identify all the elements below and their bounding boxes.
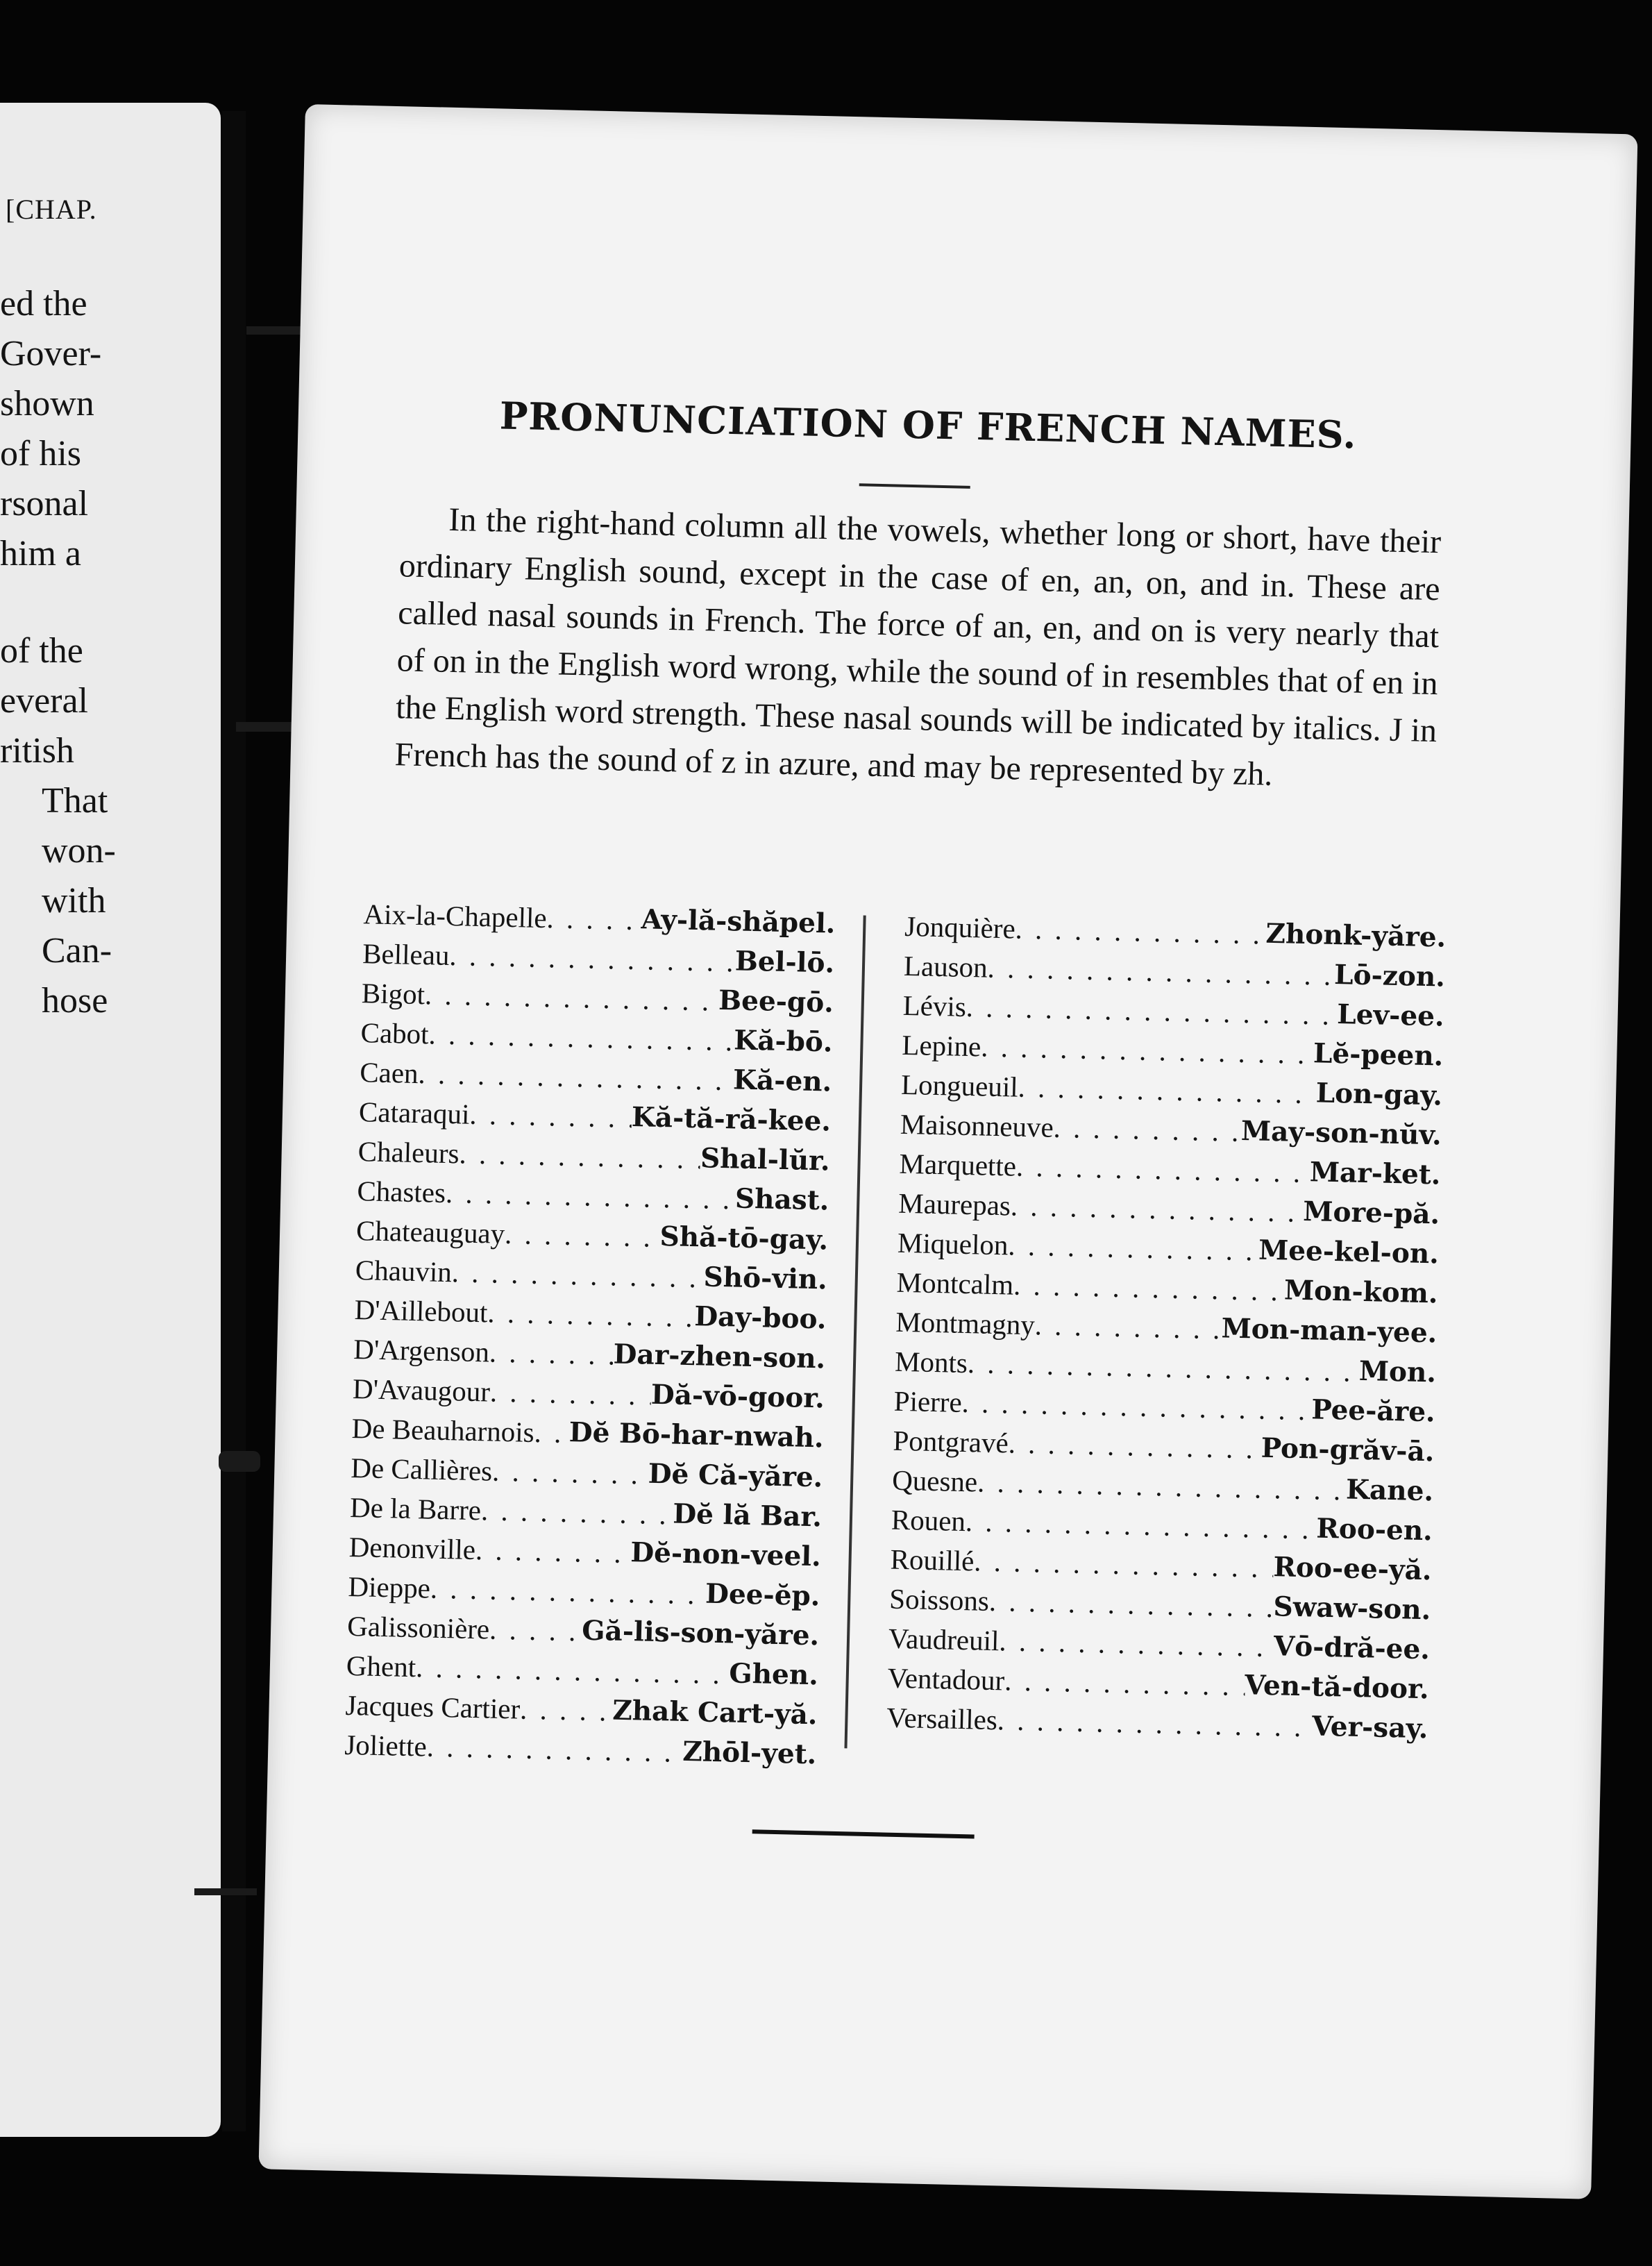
binding-stitch xyxy=(194,1888,257,1895)
binding-stitch xyxy=(219,1451,260,1472)
pronunciation: Vō-dră-ee. xyxy=(1273,1630,1431,1666)
leader-dots xyxy=(480,1493,673,1537)
leader-dots xyxy=(1013,1268,1284,1314)
leader-dots xyxy=(1034,1308,1222,1352)
page-fragment: That xyxy=(42,781,108,821)
pronunciation: Kă-tă-ră-kee. xyxy=(631,1101,832,1138)
pronunciation: Day-boo. xyxy=(693,1300,827,1336)
leader-dots xyxy=(489,1613,582,1654)
leader-dots xyxy=(418,1057,734,1103)
pronunciation: Lev-ee. xyxy=(1336,998,1445,1033)
names-column-left xyxy=(344,897,836,1778)
french-name: Chaleurs xyxy=(357,1135,460,1170)
pronunciation: Shal-lŭr. xyxy=(700,1142,831,1177)
leader-dots xyxy=(1015,912,1266,957)
end-rule xyxy=(752,1829,975,1838)
pronunciation: Dĕ-non-veel. xyxy=(630,1536,822,1573)
french-name: D'Argenson xyxy=(353,1333,490,1368)
pronunciation: More-pă. xyxy=(1302,1195,1440,1231)
french-name: Ghent xyxy=(346,1649,416,1684)
pronunciation: Pon-grăv-ā. xyxy=(1261,1432,1435,1468)
page-fragment: ed the xyxy=(0,284,87,324)
leader-dots xyxy=(449,939,736,984)
french-name: Soissons xyxy=(888,1582,990,1617)
leader-dots xyxy=(1004,1663,1245,1709)
leader-dots xyxy=(451,1255,704,1300)
french-name: Quesne xyxy=(891,1463,978,1498)
pronunciation: Ven-tă-door. xyxy=(1244,1669,1430,1706)
title-rule xyxy=(859,483,970,489)
leader-dots xyxy=(424,977,718,1024)
pronunciation: Bee-gō. xyxy=(718,984,834,1019)
leader-dots xyxy=(999,1624,1274,1670)
intro-text: In the right-hand column all the vowels, whether long or short, have their ordinary English sound, except in the case of en, an, on, and in. These are called nasal sounds in French. The force of an, en, and on is very nearly that of on in the English word wrong, while the sound of in resembles that of en in the English word strength. These nasal sounds will be indicated by italics. J in French has the sound of z in azure, and may be represented by zh. xyxy=(394,501,1442,793)
pronunciation: Dee-ĕp. xyxy=(705,1577,820,1613)
french-name: Vaudreuil xyxy=(888,1622,1000,1657)
pronunciation: Mon-kom. xyxy=(1283,1274,1439,1310)
leader-dots xyxy=(974,1544,1274,1591)
french-name: Ventadour xyxy=(887,1661,1005,1697)
pronunciation: Kane. xyxy=(1345,1473,1434,1508)
pronunciation: Gă-lis-son-yăre. xyxy=(581,1614,820,1652)
french-name: De Callières xyxy=(350,1451,493,1487)
french-name: Caen xyxy=(359,1056,419,1090)
pronunciation: Pee-ăre. xyxy=(1310,1393,1436,1429)
french-name: Marquette xyxy=(899,1147,1017,1182)
leader-dots xyxy=(1008,1426,1261,1471)
pronunciation: May-son-nŭv. xyxy=(1240,1114,1442,1152)
french-name: Chauvin xyxy=(355,1254,453,1289)
leader-dots xyxy=(1008,1228,1259,1273)
pronunciation: Ghen. xyxy=(728,1657,819,1692)
french-name: Chastes xyxy=(356,1175,446,1209)
french-name: Belleau xyxy=(362,937,450,972)
pronunciation: Zhak Cart-yă. xyxy=(612,1694,818,1731)
pronunciation: Dar-zhen-son. xyxy=(613,1338,826,1375)
pronunciation: Dĕ Că-yăre. xyxy=(648,1457,823,1494)
pronunciation: Kă-en. xyxy=(732,1064,832,1098)
pronunciation: Shă-tō-gay. xyxy=(659,1220,829,1257)
pronunciation: Kă-bō. xyxy=(733,1024,834,1059)
french-name: Monts xyxy=(894,1345,968,1379)
pronunciation: Lon-gay. xyxy=(1315,1077,1443,1112)
french-name: Lauson xyxy=(903,949,988,984)
main-page xyxy=(259,104,1638,2199)
page-fragment: with xyxy=(42,881,106,921)
french-name: De la Barre xyxy=(349,1491,482,1527)
pronunciation: Swaw-son. xyxy=(1273,1591,1431,1627)
french-name: Montmagny xyxy=(895,1305,1036,1341)
french-name: Jacques Cartier xyxy=(345,1688,521,1725)
french-name: Longueuil xyxy=(900,1068,1019,1103)
page-fragment: hose xyxy=(42,981,108,1021)
page-fragment: ritish xyxy=(0,731,74,771)
french-name: Galissonière xyxy=(346,1609,490,1645)
page-fragment: him a xyxy=(0,534,81,573)
leader-dots xyxy=(459,1136,701,1182)
page-fragment: won- xyxy=(42,831,116,871)
page-fragment: shown xyxy=(0,384,94,423)
french-name: Montcalm xyxy=(896,1266,1014,1301)
french-name: Miquelon xyxy=(897,1226,1009,1261)
french-name: Rouen xyxy=(891,1503,966,1538)
french-name: D'Avaugour xyxy=(352,1373,491,1408)
leader-dots xyxy=(475,1533,631,1576)
leader-dots xyxy=(988,1584,1274,1630)
french-name: Maisonneuve xyxy=(900,1107,1054,1143)
leader-dots xyxy=(489,1375,651,1418)
book-spine xyxy=(222,111,246,2131)
pronunciation: Shō-vin. xyxy=(703,1261,828,1296)
pronunciation: Roo-ee-yă. xyxy=(1273,1551,1433,1587)
pronunciation: Bel-lō. xyxy=(734,945,835,980)
french-name: Jonquière xyxy=(904,909,1016,945)
page-fragment: Gover- xyxy=(0,334,102,374)
pronunciation: Lĕ-peen. xyxy=(1313,1037,1444,1073)
previous-page xyxy=(0,103,221,2137)
french-name: Joliette xyxy=(344,1728,428,1763)
page-fragment: Can- xyxy=(42,931,112,971)
french-name: D'Aillebout xyxy=(354,1293,488,1329)
leader-dots xyxy=(504,1217,660,1260)
leader-dots xyxy=(534,1416,569,1456)
french-name: Bigot xyxy=(361,977,425,1011)
pronunciation: Mee-kel-on. xyxy=(1258,1234,1440,1270)
leader-dots xyxy=(997,1703,1313,1749)
pronunciation: Mar-ket. xyxy=(1309,1156,1441,1191)
pronunciation: Ver-say. xyxy=(1311,1710,1428,1745)
leader-dots xyxy=(426,1730,683,1775)
pronunciation: Roo-en. xyxy=(1315,1512,1433,1547)
french-name: Lepine xyxy=(901,1028,981,1063)
names-column-right xyxy=(886,909,1447,1752)
intro-paragraph xyxy=(394,495,1442,802)
french-name: Maurepas xyxy=(897,1186,1011,1222)
page-fragment: rsonal xyxy=(0,484,89,523)
french-name: Pontgravé xyxy=(893,1424,1009,1459)
pronunciation: Dĕ lă Bar. xyxy=(672,1497,823,1534)
leader-dots xyxy=(1018,1071,1316,1117)
page-title: PRONUNCIATION OF FRENCH NAMES. xyxy=(499,393,1358,458)
leader-dots xyxy=(491,1454,648,1497)
pronunciation: Ay-lă-shăpel. xyxy=(641,903,836,940)
leader-dots xyxy=(445,1176,735,1222)
leader-dots xyxy=(430,1572,705,1618)
french-name: Pierre xyxy=(893,1384,963,1418)
pronunciation: Dă-vō-goor. xyxy=(650,1378,825,1415)
french-name: Rouillé xyxy=(890,1543,975,1577)
pronunciation: Lō-zon. xyxy=(1333,958,1446,993)
french-name: De Beauharnois xyxy=(351,1412,535,1448)
chapter-header: [CHAP. xyxy=(6,194,97,225)
pronunciation: Zhonk-yăre. xyxy=(1265,917,1447,954)
leader-dots xyxy=(489,1335,614,1377)
page-fragment: of his xyxy=(0,434,81,473)
pronunciation: Dĕ Bō-har-nwah. xyxy=(568,1416,825,1454)
french-name: Dieppe xyxy=(348,1570,431,1604)
french-name: Denonville xyxy=(348,1530,476,1566)
french-name: Versailles xyxy=(886,1701,998,1736)
pronunciation: Zhōl-yet. xyxy=(682,1735,817,1771)
french-name: Cabot xyxy=(360,1016,430,1050)
leader-dots xyxy=(519,1693,612,1734)
leader-dots xyxy=(415,1650,730,1697)
french-name: Lévis xyxy=(902,989,967,1023)
french-name: Chateauguay xyxy=(355,1214,505,1250)
pronunciation: Shast. xyxy=(734,1182,829,1217)
french-name: Aix-la-Chapelle xyxy=(363,898,548,934)
leader-dots xyxy=(487,1295,695,1340)
column-divider xyxy=(844,916,866,1749)
pronunciation: Mon. xyxy=(1358,1354,1437,1389)
leader-dots xyxy=(1053,1111,1241,1155)
french-name: Cataraqui xyxy=(358,1096,470,1130)
pronunciation: Mon-man-yee. xyxy=(1221,1312,1438,1350)
leader-dots xyxy=(469,1098,632,1141)
leader-dots xyxy=(1010,1189,1304,1235)
leader-dots xyxy=(428,1017,734,1064)
leader-dots xyxy=(1015,1150,1310,1196)
page-fragment: of the xyxy=(0,631,83,671)
leader-dots xyxy=(546,901,641,943)
page-fragment: everal xyxy=(0,681,89,721)
